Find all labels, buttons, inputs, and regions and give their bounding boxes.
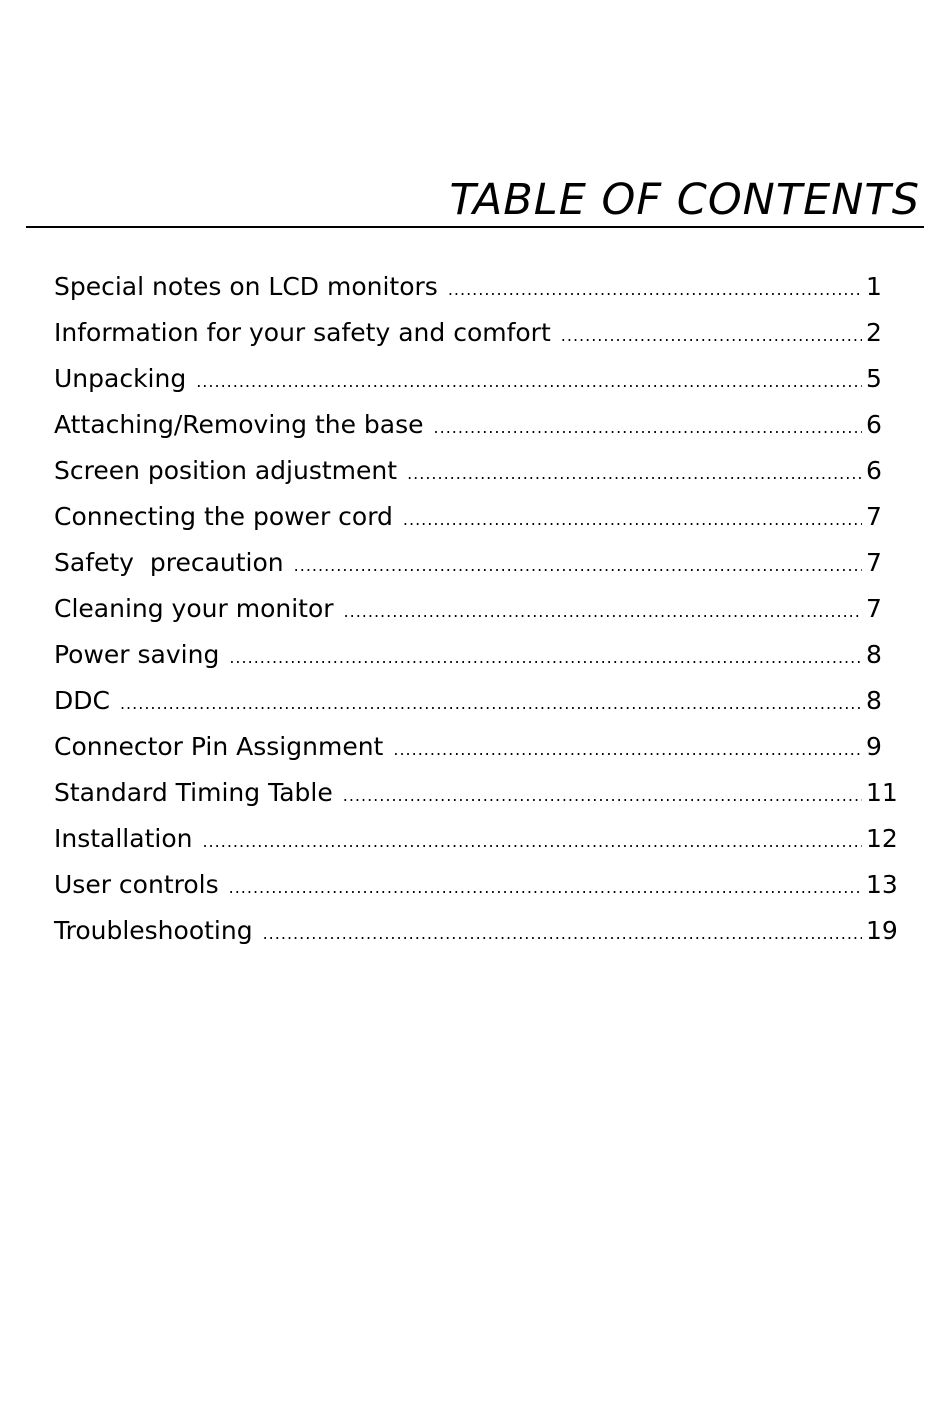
toc-entry[interactable] — [54, 540, 900, 586]
dot-leader — [434, 405, 862, 451]
toc-entry-page: 7 — [866, 502, 882, 531]
toc-entry-page: 5 — [866, 364, 882, 393]
dot-leader — [229, 635, 862, 681]
toc-entry[interactable] — [54, 632, 900, 678]
toc-entry-page: 6 — [866, 456, 882, 485]
toc-entry[interactable] — [54, 678, 900, 724]
dot-leader — [561, 313, 862, 359]
toc-entry[interactable] — [54, 494, 900, 540]
dot-leader — [344, 589, 862, 635]
toc-entry-page: 6 — [866, 410, 882, 439]
toc-entry[interactable] — [54, 402, 900, 448]
toc-entry-label: Special notes on LCD monitors — [54, 272, 438, 301]
toc-entry[interactable] — [54, 908, 900, 954]
toc-entry[interactable] — [54, 724, 900, 770]
toc-entry-label: Unpacking — [54, 364, 187, 393]
toc-entry[interactable] — [54, 770, 900, 816]
toc-entry-page: 7 — [866, 548, 882, 577]
toc-entry[interactable] — [54, 264, 900, 310]
toc-entry-label: Attaching/Removing the base — [54, 410, 424, 439]
toc-entry-page: 1 — [866, 272, 882, 301]
toc-entry[interactable] — [54, 816, 900, 862]
toc-entry-label: Connector Pin Assignment — [54, 732, 384, 761]
toc-entry-page: 7 — [866, 594, 882, 623]
toc-entry[interactable] — [54, 356, 900, 402]
toc-entry[interactable] — [54, 862, 900, 908]
dot-leader — [294, 543, 862, 589]
toc-entry-page: 9 — [866, 732, 882, 761]
toc-entry-page: 11 — [866, 778, 898, 807]
dot-leader — [263, 911, 862, 957]
toc-entry-page: 19 — [866, 916, 898, 945]
toc-entry[interactable] — [54, 586, 900, 632]
dot-leader — [448, 267, 862, 313]
toc-entry-label: Safety precaution — [54, 548, 284, 577]
dot-leader — [403, 497, 862, 543]
dot-leader — [407, 451, 862, 497]
toc-entry-label: Power saving — [54, 640, 220, 669]
dot-leader — [196, 359, 862, 405]
toc-entry-page: 13 — [866, 870, 898, 899]
toc-entry-label: Troubleshooting — [54, 916, 253, 945]
toc-entry-label: Standard Timing Table — [54, 778, 333, 807]
dot-leader — [229, 865, 862, 911]
toc-entry-page: 2 — [866, 318, 882, 347]
title-underline — [26, 226, 924, 228]
toc-entry-label: Information for your safety and comfort — [54, 318, 551, 347]
toc-entry[interactable] — [54, 310, 900, 356]
toc-entry-label: DDC — [54, 686, 110, 715]
toc-entry[interactable] — [54, 448, 900, 494]
dot-leader — [393, 727, 862, 773]
toc-entry-label: Installation — [54, 824, 193, 853]
toc-entry-label: Cleaning your monitor — [54, 594, 334, 623]
toc-entry-page: 8 — [866, 640, 882, 669]
toc-entry-label: Connecting the power cord — [54, 502, 393, 531]
dot-leader — [120, 681, 862, 727]
toc-list — [54, 264, 900, 954]
toc-entry-label: Screen position adjustment — [54, 456, 398, 485]
dot-leader — [202, 819, 862, 865]
toc-entry-page: 12 — [866, 824, 898, 853]
toc-entry-page: 8 — [866, 686, 882, 715]
toc-entry-label: User controls — [54, 870, 219, 899]
dot-leader — [343, 773, 862, 819]
page-title: TABLE OF CONTENTS — [449, 175, 920, 225]
